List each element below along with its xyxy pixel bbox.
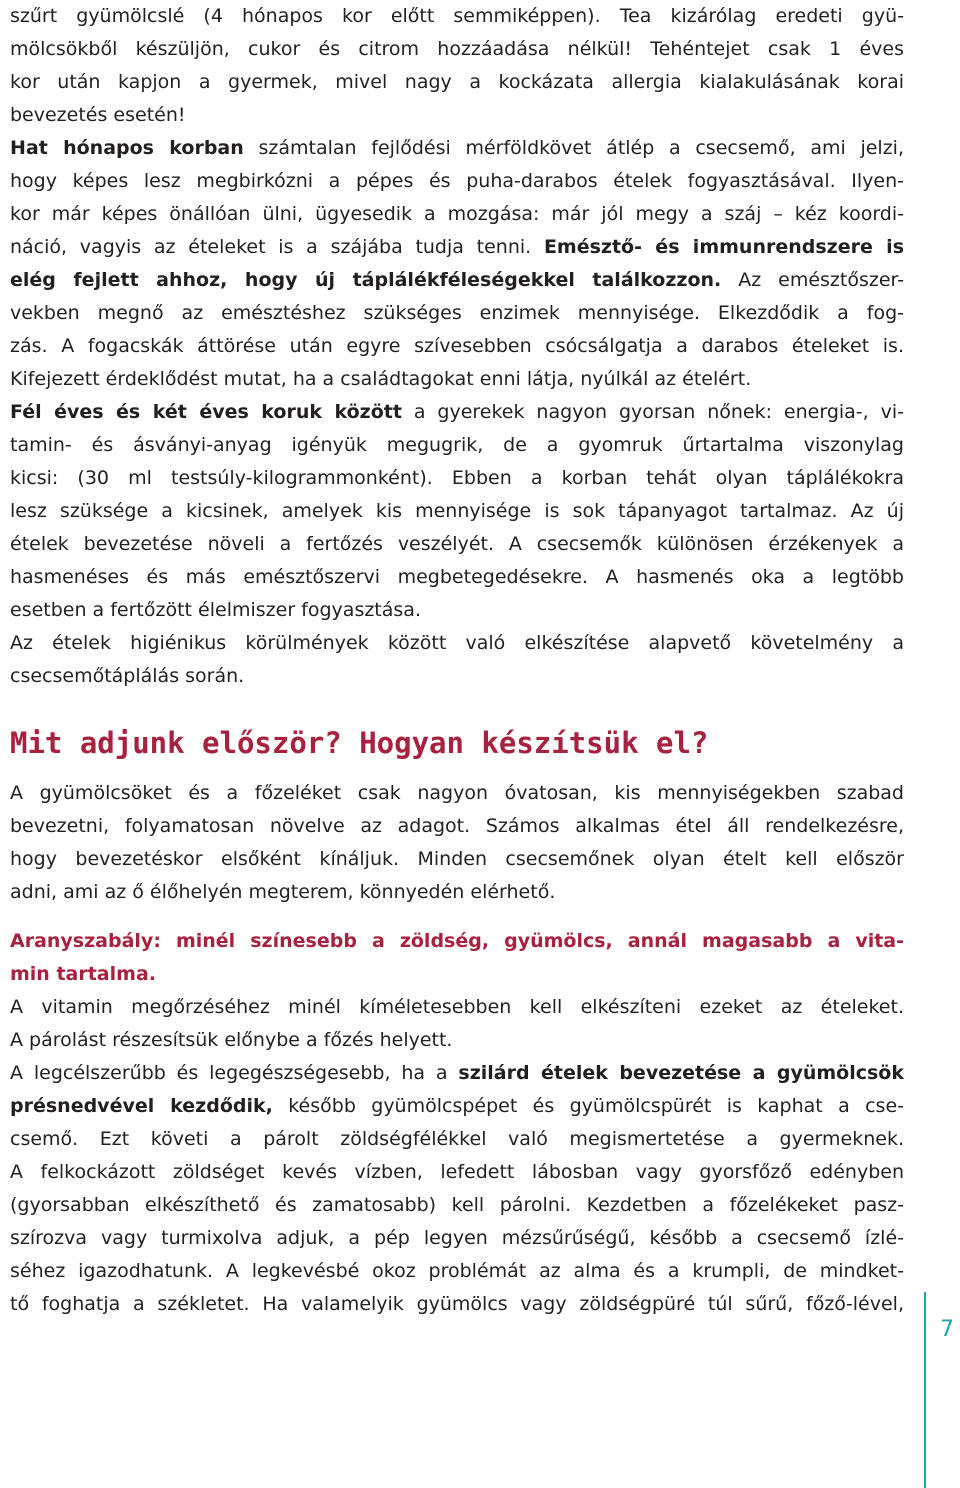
text-line bbox=[10, 1090, 904, 1123]
text-line bbox=[10, 132, 904, 165]
text-line: A felkockázott zöldséget kevés vízben, lefedett lábosban vagy gyorsfőző edényben bbox=[10, 1161, 904, 1183]
text-segment: náció, vagyis az ételeket is a szájába tudja tenni. bbox=[10, 236, 544, 258]
bold-phrase: elég fejlett ahhoz, hogy új táplálékféleségekkel találkozzon. bbox=[10, 269, 722, 291]
text-line: Az ételek higiénikus körülmények között való elkészítése alapvető követelmény a bbox=[10, 632, 904, 654]
text-line: kicsi: (30 ml testsúly-kilogrammonként). Ebben a korban tehát olyan táplálékokra bbox=[10, 467, 904, 489]
text-line bbox=[10, 396, 904, 429]
text-line bbox=[10, 231, 904, 264]
text-line: A párolást részesítsük előnybe a főzés helyett. bbox=[10, 1029, 453, 1051]
bold-phrase: Hat hónapos korban bbox=[10, 137, 244, 159]
text-line: csemő. Ezt követi a párolt zöldségfélékkel való megismertetése a gyermeknek. bbox=[10, 1128, 904, 1150]
text-line: A vitamin megőrzéséhez minél kíméletesebben kell elkészíteni ezeket az ételeket. bbox=[10, 996, 904, 1018]
page-rule bbox=[924, 1292, 926, 1488]
text-segment: a gyerekek nagyon gyorsan nőnek: energia-, vi- bbox=[401, 401, 904, 423]
bold-phrase: Fél éves és két éves koruk között bbox=[10, 401, 402, 423]
text-line bbox=[10, 1057, 904, 1090]
text-line: A gyümölcsöket és a főzeléket csak nagyon óvatosan, kis mennyiségekben szabad bbox=[10, 782, 904, 804]
text-line: Kifejezett érdeklődést mutat, ha a családtagokat enni látja, nyúlkál az ételért. bbox=[10, 368, 752, 390]
text-line: szűrt gyümölcslé (4 hónapos kor előtt semmiképpen). Tea kizárólag eredeti gyü- bbox=[10, 5, 904, 27]
bold-phrase: présnedvével kezdődik, bbox=[10, 1095, 273, 1117]
highlighted-rule-line: min tartalma. bbox=[10, 963, 156, 985]
highlighted-rule-line: Aranyszabály: minél színesebb a zöldség, gyümölcs, annál magasabb a vita- bbox=[10, 930, 904, 952]
text-line: bevezetni, folyamatosan növelve az adagot. Számos alkalmas étel áll rendelkezésre, bbox=[10, 815, 904, 837]
page-number: 7 bbox=[940, 1317, 954, 1342]
text-segment: számtalan fejlődési mérföldkövet átlép a csecsemő, ami jelzi, bbox=[243, 137, 904, 159]
text-line: szírozva vagy turmixolva adjuk, a pép legyen mézsűrűségű, később a csecsemő ízlé- bbox=[10, 1227, 904, 1249]
text-line: lesz szüksége a kicsinek, amelyek kis mennyisége is sok tápanyagot tartalmaz. Az új bbox=[10, 500, 904, 522]
text-line: hogy bevezetéskor elsőként kínáljuk. Minden csecsemőnek olyan ételt kell először bbox=[10, 848, 904, 870]
text-segment: A legcélszerűbb és legegészségesebb, ha a bbox=[10, 1062, 459, 1084]
text-line: hasmenéses és más emésztőszervi megbetegedésekre. A hasmenés oka a legtöbb bbox=[10, 566, 904, 588]
text-line: vekben megnő az emésztéshez szükséges enzimek mennyisége. Elkezdődik a fog- bbox=[10, 302, 904, 324]
text-segment: később gyümölcspépet és gyümölcspürét is kaphat a cse- bbox=[272, 1095, 905, 1117]
section-heading: Mit adjunk először? Hogyan készítsük el? bbox=[10, 726, 709, 760]
text-line: esetben a fertőzött élelmiszer fogyasztása. bbox=[10, 599, 421, 621]
text-line: mölcsökből készüljön, cukor és citrom hozzáadása nélkül! Tehéntejet csak 1 éves bbox=[10, 38, 904, 60]
text-line: csecsemőtáplálás során. bbox=[10, 665, 245, 687]
text-line: kor után kapjon a gyermek, mivel nagy a kockázata allergia kialakulásának korai bbox=[10, 71, 904, 93]
text-line: zás. A fogacskák áttörése után egyre szívesebben csócsálgatja a darabos ételeket is. bbox=[10, 335, 904, 357]
text-line: tamin- és ásványi-anyag igényük megugrik, de a gyomruk űrtartalma viszonylag bbox=[10, 434, 904, 456]
text-line: (gyorsabban elkészíthető és zamatosabb) kell párolni. Kezdetben a főzelékeket pasz- bbox=[10, 1194, 904, 1216]
text-line: tő foghatja a székletet. Ha valamelyik gyümölcs vagy zöldségpüré túl sűrű, főző-lével, bbox=[10, 1293, 904, 1315]
bold-phrase: Emésztő- és immunrendszere is bbox=[543, 236, 904, 258]
text-line: adni, ami az ő élőhelyén megterem, könnyedén elérhető. bbox=[10, 881, 556, 903]
text-line: bevezetés esetén! bbox=[10, 104, 186, 126]
text-line: séhez igazodhatunk. A legkevésbé okoz problémát az alma és a krumpli, de mindket- bbox=[10, 1260, 904, 1282]
text-segment: Az emésztőszer- bbox=[721, 269, 904, 291]
text-line: hogy képes lesz megbirkózni a pépes és puha-darabos ételek fogyasztásával. Ilyen- bbox=[10, 170, 904, 192]
bold-phrase: szilárd ételek bevezetése a gyümölcsök bbox=[458, 1062, 904, 1084]
text-line bbox=[10, 264, 904, 297]
text-line: kor már képes önállóan ülni, ügyesedik a mozgása: már jól megy a száj – kéz koordi- bbox=[10, 203, 904, 225]
text-line: ételek bevezetése növeli a fertőzés veszélyét. A csecsemők különösen érzékenyek a bbox=[10, 533, 904, 555]
